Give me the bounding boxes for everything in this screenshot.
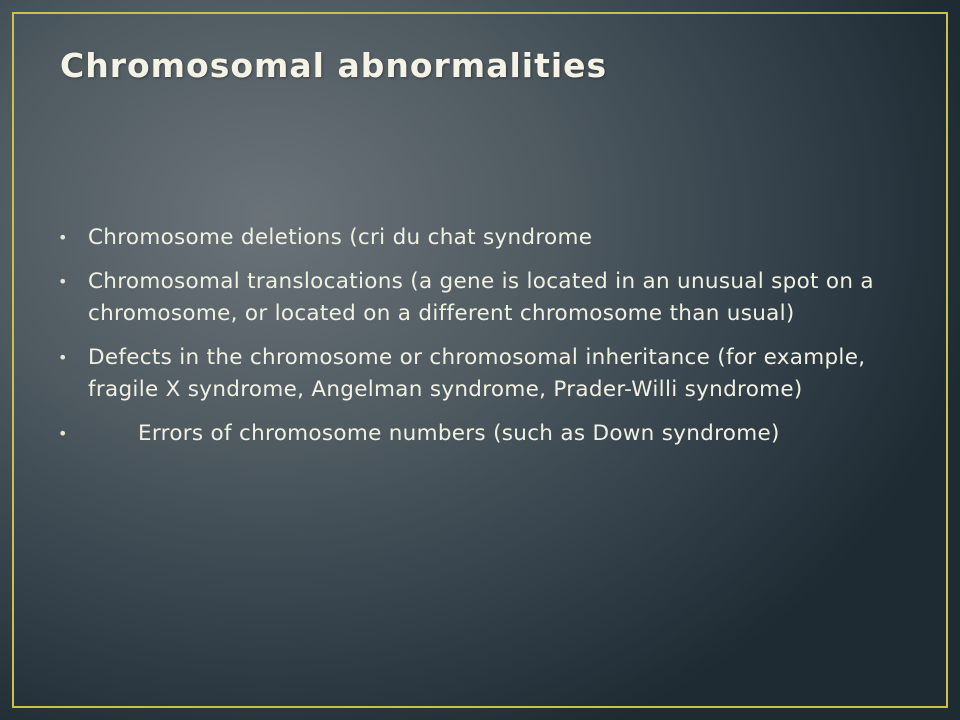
bullet-item [58,342,888,406]
bullet-dot-icon: • [58,272,68,291]
bullet-text: Defects in the chromosome or chromosomal inheritance (for example, fragile X syndrome, Angelman syndrome, Prader-Willi syndrome) [88,345,866,402]
bullet-dot-icon: • [58,228,68,247]
bullet-list [58,222,888,462]
bullet-text: Errors of chromosome numbers (such as Down syndrome) [138,421,780,446]
bullet-dot-icon: • [58,348,68,367]
bullet-item [58,418,888,450]
bullet-text: Chromosomal translocations (a gene is located in an unusual spot on a chromosome, or located on a different chromosome than usual) [88,269,874,326]
bullet-item [58,222,888,254]
bullet-text: Chromosome deletions (cri du chat syndrome [88,225,593,250]
bullet-dot-icon: • [58,424,68,443]
slide-title: Chromosomal abnormalities [60,46,608,85]
bullet-item [58,266,888,330]
